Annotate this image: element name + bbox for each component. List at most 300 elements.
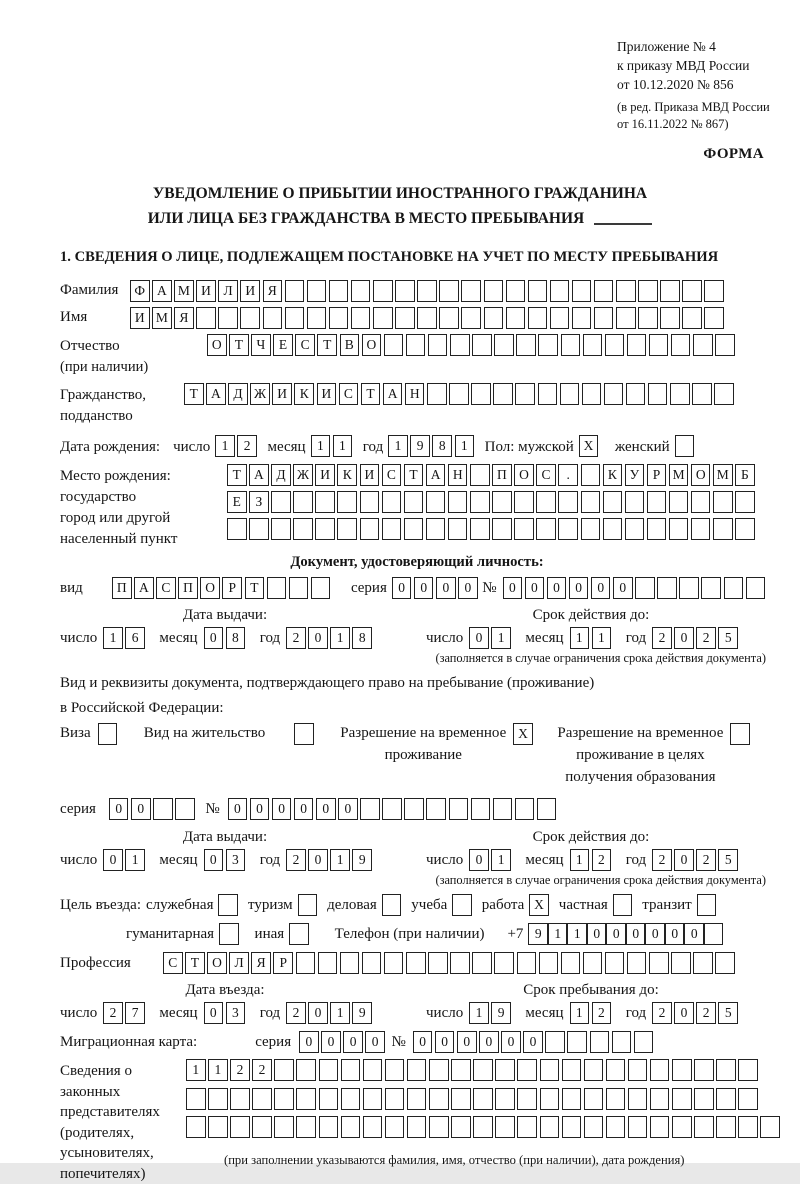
char-cell[interactable]: А <box>134 577 154 599</box>
char-cell[interactable]: 9 <box>352 849 372 871</box>
char-cell[interactable]: К <box>294 383 314 405</box>
char-cell[interactable] <box>252 1088 272 1110</box>
char-cell[interactable] <box>360 798 380 820</box>
char-cell[interactable]: 0 <box>338 798 358 820</box>
char-cell[interactable] <box>271 518 291 540</box>
char-cell[interactable] <box>625 491 645 513</box>
char-cell[interactable] <box>404 491 424 513</box>
char-cell[interactable] <box>329 307 349 329</box>
char-cell[interactable] <box>506 280 526 302</box>
char-cell[interactable] <box>449 383 469 405</box>
char-cell[interactable]: 0 <box>103 849 123 871</box>
char-cell[interactable] <box>693 334 713 356</box>
char-cell[interactable]: 2 <box>696 1002 716 1024</box>
char-cell[interactable] <box>634 1031 654 1053</box>
char-cell[interactable] <box>650 1059 670 1081</box>
char-cell[interactable] <box>439 307 459 329</box>
char-cell[interactable] <box>594 307 614 329</box>
char-cell[interactable] <box>208 1116 228 1138</box>
char-cell[interactable] <box>694 1059 714 1081</box>
char-cell[interactable] <box>738 1116 758 1138</box>
char-cell[interactable] <box>635 577 655 599</box>
char-cell[interactable] <box>558 491 578 513</box>
char-cell[interactable] <box>451 1116 471 1138</box>
char-cell[interactable]: О <box>207 334 227 356</box>
char-cell[interactable] <box>716 1059 736 1081</box>
char-cell[interactable]: 9 <box>491 1002 511 1024</box>
char-cell[interactable] <box>263 307 283 329</box>
char-cell[interactable] <box>675 435 695 457</box>
char-cell[interactable] <box>363 1088 383 1110</box>
char-cell[interactable] <box>603 518 623 540</box>
char-cell[interactable] <box>515 383 535 405</box>
char-cell[interactable] <box>385 1059 405 1081</box>
char-cell[interactable] <box>517 1116 537 1138</box>
char-cell[interactable] <box>538 334 558 356</box>
char-cell[interactable]: И <box>317 383 337 405</box>
char-cell[interactable] <box>561 334 581 356</box>
char-cell[interactable] <box>298 894 318 916</box>
char-cell[interactable]: 2 <box>652 849 672 871</box>
char-cell[interactable]: А <box>152 280 172 302</box>
char-cell[interactable]: О <box>200 577 220 599</box>
char-cell[interactable]: 2 <box>286 627 306 649</box>
char-cell[interactable]: А <box>249 464 269 486</box>
char-cell[interactable] <box>704 923 724 945</box>
char-cell[interactable] <box>517 952 537 974</box>
char-cell[interactable] <box>735 518 755 540</box>
char-cell[interactable] <box>657 577 677 599</box>
char-cell[interactable]: Ч <box>251 334 271 356</box>
char-cell[interactable] <box>404 798 424 820</box>
char-cell[interactable] <box>738 1088 758 1110</box>
char-cell[interactable]: О <box>207 952 227 974</box>
char-cell[interactable]: К <box>337 464 357 486</box>
char-cell[interactable] <box>493 383 513 405</box>
char-cell[interactable]: 1 <box>103 627 123 649</box>
char-cell[interactable] <box>473 1088 493 1110</box>
char-cell[interactable]: М <box>174 280 194 302</box>
char-cell[interactable] <box>271 491 291 513</box>
char-cell[interactable] <box>560 383 580 405</box>
char-cell[interactable]: 1 <box>491 627 511 649</box>
char-cell[interactable] <box>452 894 472 916</box>
char-cell[interactable] <box>470 491 490 513</box>
char-cell[interactable]: И <box>272 383 292 405</box>
char-cell[interactable]: 2 <box>252 1059 272 1081</box>
char-cell[interactable] <box>561 952 581 974</box>
char-cell[interactable]: 1 <box>388 435 408 457</box>
char-cell[interactable] <box>584 1059 604 1081</box>
char-cell[interactable]: 0 <box>365 1031 385 1053</box>
char-cell[interactable] <box>694 1116 714 1138</box>
char-cell[interactable] <box>671 334 691 356</box>
char-cell[interactable] <box>581 518 601 540</box>
char-cell[interactable] <box>471 383 491 405</box>
char-cell[interactable]: 0 <box>674 627 694 649</box>
char-cell[interactable] <box>385 1088 405 1110</box>
char-cell[interactable] <box>691 518 711 540</box>
char-cell[interactable]: 1 <box>208 1059 228 1081</box>
char-cell[interactable]: И <box>196 280 216 302</box>
char-cell[interactable] <box>746 577 766 599</box>
char-cell[interactable]: Л <box>229 952 249 974</box>
char-cell[interactable] <box>218 894 238 916</box>
char-cell[interactable]: 3 <box>226 849 246 871</box>
char-cell[interactable]: 6 <box>125 627 145 649</box>
char-cell[interactable]: 1 <box>215 435 235 457</box>
char-cell[interactable]: О <box>514 464 534 486</box>
char-cell[interactable] <box>581 491 601 513</box>
char-cell[interactable]: М <box>669 464 689 486</box>
char-cell[interactable] <box>351 280 371 302</box>
char-cell[interactable] <box>230 1088 250 1110</box>
char-cell[interactable] <box>583 334 603 356</box>
char-cell[interactable]: Т <box>185 952 205 974</box>
char-cell[interactable] <box>227 518 247 540</box>
char-cell[interactable]: 1 <box>125 849 145 871</box>
char-cell[interactable]: 0 <box>109 798 129 820</box>
char-cell[interactable]: 1 <box>567 923 587 945</box>
char-cell[interactable] <box>562 1088 582 1110</box>
char-cell[interactable] <box>679 577 699 599</box>
char-cell[interactable]: 1 <box>570 1002 590 1024</box>
char-cell[interactable]: Р <box>647 464 667 486</box>
char-cell[interactable] <box>449 798 469 820</box>
char-cell[interactable]: И <box>130 307 150 329</box>
char-cell[interactable] <box>395 307 415 329</box>
char-cell[interactable]: Б <box>735 464 755 486</box>
char-cell[interactable]: 0 <box>131 798 151 820</box>
char-cell[interactable] <box>704 307 724 329</box>
char-cell[interactable] <box>382 894 402 916</box>
char-cell[interactable]: Т <box>184 383 204 405</box>
char-cell[interactable]: К <box>603 464 623 486</box>
char-cell[interactable] <box>517 1088 537 1110</box>
char-cell[interactable]: 0 <box>591 577 611 599</box>
char-cell[interactable] <box>536 491 556 513</box>
char-cell[interactable] <box>296 1116 316 1138</box>
char-cell[interactable]: 0 <box>435 1031 455 1053</box>
char-cell[interactable] <box>274 1116 294 1138</box>
char-cell[interactable]: 1 <box>455 435 475 457</box>
char-cell[interactable] <box>495 1088 515 1110</box>
char-cell[interactable]: Д <box>228 383 248 405</box>
char-cell[interactable] <box>294 723 314 745</box>
char-cell[interactable] <box>626 383 646 405</box>
char-cell[interactable] <box>363 1116 383 1138</box>
char-cell[interactable] <box>461 307 481 329</box>
char-cell[interactable] <box>429 1059 449 1081</box>
char-cell[interactable]: 0 <box>523 1031 543 1053</box>
char-cell[interactable] <box>407 1088 427 1110</box>
char-cell[interactable] <box>562 1116 582 1138</box>
char-cell[interactable] <box>382 518 402 540</box>
char-cell[interactable] <box>406 334 426 356</box>
char-cell[interactable]: Н <box>405 383 425 405</box>
char-cell[interactable]: П <box>178 577 198 599</box>
char-cell[interactable] <box>319 1116 339 1138</box>
char-cell[interactable] <box>604 383 624 405</box>
char-cell[interactable] <box>572 280 592 302</box>
char-cell[interactable] <box>315 491 335 513</box>
char-cell[interactable]: 8 <box>352 627 372 649</box>
char-cell[interactable]: 2 <box>652 1002 672 1024</box>
char-cell[interactable]: 0 <box>547 577 567 599</box>
char-cell[interactable]: Т <box>361 383 381 405</box>
char-cell[interactable]: М <box>713 464 733 486</box>
char-cell[interactable] <box>540 1116 560 1138</box>
char-cell[interactable]: Я <box>263 280 283 302</box>
char-cell[interactable] <box>289 577 309 599</box>
char-cell[interactable]: Е <box>273 334 293 356</box>
char-cell[interactable]: И <box>315 464 335 486</box>
char-cell[interactable] <box>426 491 446 513</box>
char-cell[interactable] <box>714 383 734 405</box>
char-cell[interactable]: 2 <box>103 1002 123 1024</box>
char-cell[interactable] <box>669 518 689 540</box>
char-cell[interactable]: 0 <box>587 923 607 945</box>
char-cell[interactable] <box>550 307 570 329</box>
char-cell[interactable]: С <box>156 577 176 599</box>
char-cell[interactable] <box>584 1088 604 1110</box>
char-cell[interactable]: П <box>492 464 512 486</box>
char-cell[interactable]: Т <box>229 334 249 356</box>
char-cell[interactable] <box>471 798 491 820</box>
char-cell[interactable]: 0 <box>316 798 336 820</box>
char-cell[interactable] <box>516 334 536 356</box>
char-cell[interactable] <box>319 1059 339 1081</box>
char-cell[interactable] <box>289 923 309 945</box>
char-cell[interactable]: Т <box>245 577 265 599</box>
char-cell[interactable] <box>625 518 645 540</box>
char-cell[interactable]: 0 <box>469 627 489 649</box>
char-cell[interactable] <box>649 334 669 356</box>
char-cell[interactable] <box>208 1088 228 1110</box>
char-cell[interactable]: 0 <box>343 1031 363 1053</box>
char-cell[interactable]: 2 <box>592 849 612 871</box>
char-cell[interactable]: 1 <box>570 849 590 871</box>
char-cell[interactable] <box>362 952 382 974</box>
char-cell[interactable] <box>285 307 305 329</box>
char-cell[interactable]: 0 <box>479 1031 499 1053</box>
char-cell[interactable]: 0 <box>250 798 270 820</box>
char-cell[interactable] <box>616 307 636 329</box>
char-cell[interactable]: 0 <box>674 849 694 871</box>
char-cell[interactable] <box>472 952 492 974</box>
char-cell[interactable]: 0 <box>626 923 646 945</box>
char-cell[interactable] <box>315 518 335 540</box>
char-cell[interactable] <box>538 383 558 405</box>
char-cell[interactable] <box>660 307 680 329</box>
char-cell[interactable] <box>670 383 690 405</box>
char-cell[interactable] <box>492 518 512 540</box>
char-cell[interactable]: 0 <box>204 627 224 649</box>
char-cell[interactable] <box>329 280 349 302</box>
char-cell[interactable]: З <box>249 491 269 513</box>
char-cell[interactable] <box>628 1059 648 1081</box>
char-cell[interactable] <box>285 280 305 302</box>
char-cell[interactable]: Я <box>251 952 271 974</box>
char-cell[interactable] <box>606 1116 626 1138</box>
char-cell[interactable]: Т <box>227 464 247 486</box>
char-cell[interactable] <box>638 307 658 329</box>
char-cell[interactable]: 5 <box>718 627 738 649</box>
char-cell[interactable]: С <box>295 334 315 356</box>
char-cell[interactable] <box>716 1088 736 1110</box>
char-cell[interactable] <box>682 280 702 302</box>
char-cell[interactable] <box>417 307 437 329</box>
char-cell[interactable]: О <box>691 464 711 486</box>
char-cell[interactable] <box>274 1088 294 1110</box>
char-cell[interactable] <box>514 491 534 513</box>
char-cell[interactable]: Н <box>448 464 468 486</box>
char-cell[interactable] <box>337 518 357 540</box>
char-cell[interactable] <box>252 1116 272 1138</box>
char-cell[interactable]: Л <box>218 280 238 302</box>
char-cell[interactable] <box>693 952 713 974</box>
char-cell[interactable] <box>340 952 360 974</box>
char-cell[interactable] <box>274 1059 294 1081</box>
char-cell[interactable] <box>219 923 239 945</box>
char-cell[interactable]: 2 <box>696 627 716 649</box>
char-cell[interactable] <box>713 491 733 513</box>
char-cell[interactable] <box>186 1088 206 1110</box>
char-cell[interactable]: X <box>513 723 533 745</box>
char-cell[interactable] <box>448 491 468 513</box>
char-cell[interactable]: X <box>579 435 599 457</box>
char-cell[interactable] <box>669 491 689 513</box>
char-cell[interactable]: С <box>382 464 402 486</box>
char-cell[interactable] <box>517 1059 537 1081</box>
char-cell[interactable] <box>404 518 424 540</box>
char-cell[interactable] <box>429 1116 449 1138</box>
char-cell[interactable]: 1 <box>330 1002 350 1024</box>
char-cell[interactable]: 0 <box>308 1002 328 1024</box>
char-cell[interactable] <box>572 307 592 329</box>
char-cell[interactable] <box>650 1116 670 1138</box>
char-cell[interactable] <box>373 307 393 329</box>
char-cell[interactable]: 1 <box>469 1002 489 1024</box>
char-cell[interactable]: С <box>536 464 556 486</box>
char-cell[interactable] <box>494 952 514 974</box>
char-cell[interactable] <box>267 577 287 599</box>
char-cell[interactable]: 0 <box>469 849 489 871</box>
char-cell[interactable] <box>537 798 557 820</box>
char-cell[interactable] <box>650 1088 670 1110</box>
char-cell[interactable] <box>692 383 712 405</box>
char-cell[interactable] <box>582 383 602 405</box>
char-cell[interactable]: С <box>339 383 359 405</box>
char-cell[interactable] <box>363 1059 383 1081</box>
char-cell[interactable] <box>627 952 647 974</box>
char-cell[interactable]: С <box>163 952 183 974</box>
char-cell[interactable] <box>341 1088 361 1110</box>
char-cell[interactable] <box>351 307 371 329</box>
char-cell[interactable] <box>472 334 492 356</box>
char-cell[interactable] <box>484 307 504 329</box>
char-cell[interactable] <box>605 334 625 356</box>
char-cell[interactable]: 2 <box>696 849 716 871</box>
char-cell[interactable]: 2 <box>286 849 306 871</box>
char-cell[interactable] <box>701 577 721 599</box>
char-cell[interactable] <box>307 280 327 302</box>
char-cell[interactable] <box>461 280 481 302</box>
char-cell[interactable] <box>735 491 755 513</box>
char-cell[interactable] <box>682 307 702 329</box>
char-cell[interactable] <box>697 894 717 916</box>
char-cell[interactable]: 0 <box>569 577 589 599</box>
char-cell[interactable]: 2 <box>652 627 672 649</box>
char-cell[interactable] <box>407 1116 427 1138</box>
char-cell[interactable]: Ж <box>293 464 313 486</box>
char-cell[interactable] <box>515 798 535 820</box>
char-cell[interactable]: 0 <box>294 798 314 820</box>
char-cell[interactable] <box>613 894 633 916</box>
char-cell[interactable]: 1 <box>548 923 568 945</box>
char-cell[interactable] <box>296 1059 316 1081</box>
char-cell[interactable]: 0 <box>525 577 545 599</box>
char-cell[interactable] <box>550 280 570 302</box>
char-cell[interactable]: Д <box>271 464 291 486</box>
char-cell[interactable] <box>427 383 447 405</box>
char-cell[interactable]: 0 <box>606 923 626 945</box>
char-cell[interactable] <box>240 307 260 329</box>
char-cell[interactable] <box>506 307 526 329</box>
char-cell[interactable] <box>590 1031 610 1053</box>
char-cell[interactable] <box>470 518 490 540</box>
char-cell[interactable] <box>373 280 393 302</box>
char-cell[interactable]: 0 <box>613 577 633 599</box>
char-cell[interactable]: . <box>558 464 578 486</box>
char-cell[interactable] <box>175 798 195 820</box>
char-cell[interactable] <box>628 1116 648 1138</box>
char-cell[interactable] <box>484 280 504 302</box>
char-cell[interactable]: 0 <box>299 1031 319 1053</box>
char-cell[interactable]: 1 <box>592 627 612 649</box>
char-cell[interactable] <box>760 1116 780 1138</box>
char-cell[interactable]: 0 <box>457 1031 477 1053</box>
char-cell[interactable] <box>528 307 548 329</box>
char-cell[interactable] <box>672 1088 692 1110</box>
char-cell[interactable] <box>584 1116 604 1138</box>
char-cell[interactable]: 7 <box>125 1002 145 1024</box>
char-cell[interactable]: 8 <box>226 627 246 649</box>
char-cell[interactable] <box>545 1031 565 1053</box>
char-cell[interactable] <box>648 383 668 405</box>
char-cell[interactable] <box>715 952 735 974</box>
char-cell[interactable] <box>360 491 380 513</box>
char-cell[interactable] <box>724 577 744 599</box>
char-cell[interactable] <box>540 1088 560 1110</box>
char-cell[interactable] <box>296 1088 316 1110</box>
char-cell[interactable] <box>473 1116 493 1138</box>
char-cell[interactable] <box>385 1116 405 1138</box>
char-cell[interactable] <box>406 952 426 974</box>
char-cell[interactable]: 0 <box>458 577 478 599</box>
char-cell[interactable]: 0 <box>665 923 685 945</box>
char-cell[interactable] <box>581 464 601 486</box>
char-cell[interactable] <box>647 518 667 540</box>
char-cell[interactable] <box>230 1116 250 1138</box>
char-cell[interactable] <box>153 798 173 820</box>
char-cell[interactable] <box>539 952 559 974</box>
char-cell[interactable]: 1 <box>333 435 353 457</box>
char-cell[interactable] <box>293 518 313 540</box>
char-cell[interactable]: А <box>383 383 403 405</box>
char-cell[interactable]: Ф <box>130 280 150 302</box>
char-cell[interactable] <box>616 280 636 302</box>
